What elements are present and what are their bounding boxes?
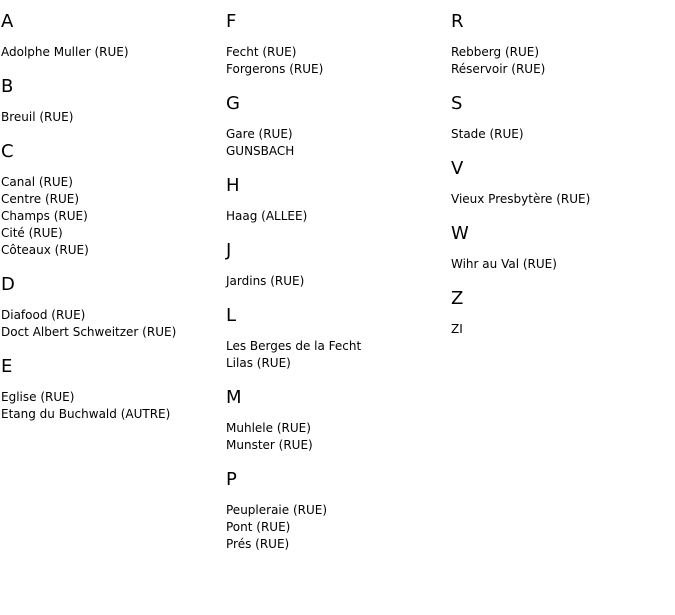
street-link[interactable]: Doct Albert Schweitzer (RUE)	[1, 325, 177, 339]
street-list	[451, 191, 671, 208]
street-list	[1, 389, 221, 423]
street-list	[1, 109, 221, 126]
street-link[interactable]: Breuil (RUE)	[1, 110, 74, 124]
street-index-column-1	[1, 12, 221, 439]
letter-heading: B	[1, 76, 14, 97]
street-link[interactable]: Gare (RUE)	[226, 127, 293, 141]
street-link[interactable]: Forgerons (RUE)	[226, 62, 324, 76]
street-link[interactable]: Lilas (RUE)	[226, 356, 291, 370]
street-link[interactable]: Cité (RUE)	[1, 226, 63, 240]
street-link[interactable]: Stade (RUE)	[451, 127, 524, 141]
letter-group-z	[451, 289, 671, 338]
street-link[interactable]: GUNSBACH	[226, 144, 295, 158]
street-link[interactable]: Peupleraie (RUE)	[226, 503, 328, 517]
street-list	[226, 420, 446, 454]
street-list	[1, 174, 221, 259]
letter-heading: S	[451, 93, 463, 114]
street-link[interactable]: Muhlele (RUE)	[226, 421, 311, 435]
letter-group-e	[1, 357, 221, 423]
street-link[interactable]: Wihr au Val (RUE)	[451, 257, 557, 271]
letter-group-s	[451, 94, 671, 143]
street-link[interactable]: Jardins (RUE)	[226, 274, 305, 288]
letter-group-g	[226, 94, 446, 160]
street-link[interactable]: Les Berges de la Fecht	[226, 339, 362, 353]
street-list	[451, 44, 671, 78]
letter-heading: A	[1, 11, 14, 32]
letter-group-b	[1, 77, 221, 126]
letter-group-l	[226, 306, 446, 372]
letter-heading: L	[226, 305, 237, 326]
street-link[interactable]: Réservoir (RUE)	[451, 62, 546, 76]
street-link[interactable]: Champs (RUE)	[1, 209, 88, 223]
street-link[interactable]: Vieux Presbytère (RUE)	[451, 192, 591, 206]
street-list	[1, 307, 221, 341]
letter-heading: J	[226, 240, 232, 261]
letter-group-d	[1, 275, 221, 341]
letter-heading: C	[1, 141, 14, 162]
letter-group-a	[1, 12, 221, 61]
street-index-column-3	[451, 12, 671, 354]
letter-group-c	[1, 142, 221, 259]
letter-heading: P	[226, 469, 237, 490]
street-list	[226, 208, 446, 225]
street-list	[226, 502, 446, 553]
street-list	[226, 273, 446, 290]
street-link[interactable]: Rebberg (RUE)	[451, 45, 540, 59]
street-link[interactable]: Fecht (RUE)	[226, 45, 297, 59]
street-list	[451, 256, 671, 273]
street-link[interactable]: Prés (RUE)	[226, 537, 290, 551]
letter-group-r	[451, 12, 671, 78]
street-list	[226, 338, 446, 372]
street-link[interactable]: Centre (RUE)	[1, 192, 80, 206]
letter-heading: W	[451, 223, 469, 244]
letter-heading: V	[451, 158, 464, 179]
street-list	[226, 126, 446, 160]
letter-group-v	[451, 159, 671, 208]
letter-group-w	[451, 224, 671, 273]
street-list	[451, 321, 671, 338]
letter-heading: F	[226, 11, 237, 32]
letter-heading: G	[226, 93, 240, 114]
letter-group-f	[226, 12, 446, 78]
street-index-column-2	[226, 12, 446, 569]
street-link[interactable]: Côteaux (RUE)	[1, 243, 89, 257]
letter-heading: Z	[451, 288, 464, 309]
street-link[interactable]: ZI	[451, 322, 463, 336]
street-link[interactable]: Haag (ALLEE)	[226, 209, 308, 223]
street-link[interactable]: Etang du Buchwald (AUTRE)	[1, 407, 171, 421]
letter-heading: R	[451, 11, 464, 32]
letter-group-m	[226, 388, 446, 454]
street-list	[226, 44, 446, 78]
street-list	[1, 44, 221, 61]
street-link[interactable]: Canal (RUE)	[1, 175, 73, 189]
letter-heading: H	[226, 175, 240, 196]
letter-heading: D	[1, 274, 15, 295]
letter-group-p	[226, 470, 446, 553]
street-link[interactable]: Munster (RUE)	[226, 438, 313, 452]
letter-group-h	[226, 176, 446, 225]
street-link[interactable]: Diafood (RUE)	[1, 308, 86, 322]
letter-heading: M	[226, 387, 242, 408]
street-link[interactable]: Eglise (RUE)	[1, 390, 75, 404]
street-link[interactable]: Pont (RUE)	[226, 520, 291, 534]
letter-heading: E	[1, 356, 13, 377]
street-link[interactable]: Adolphe Muller (RUE)	[1, 45, 129, 59]
street-list	[451, 126, 671, 143]
letter-group-j	[226, 241, 446, 290]
